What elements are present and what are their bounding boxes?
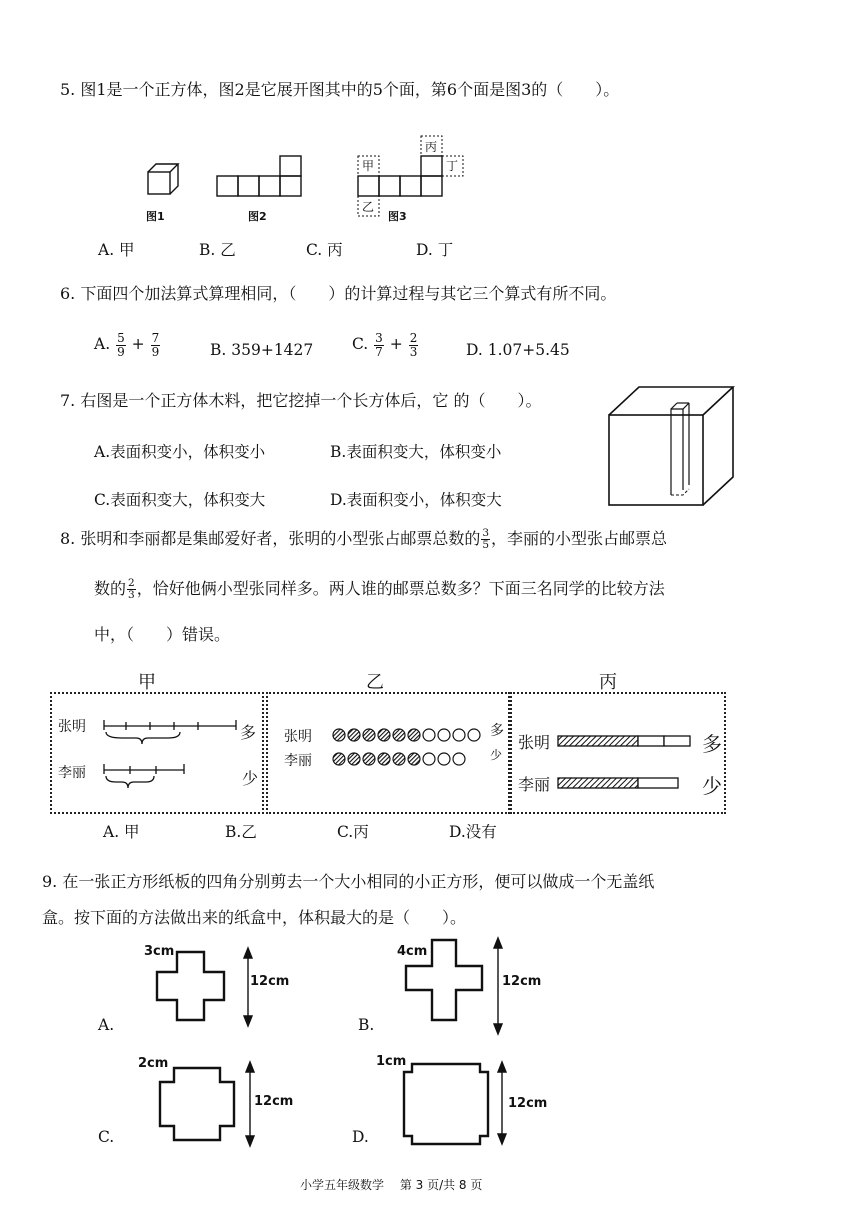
q5-option-c: C. 丙 — [306, 241, 343, 259]
face-label-ding: 丁 — [446, 159, 459, 173]
panel-yi-name1: 张明 — [284, 729, 312, 745]
q5-option-d: D. 丁 — [416, 241, 454, 259]
q5-option-a: A. 甲 — [98, 241, 135, 259]
q6-option-d: D. 1.07+5.45 — [466, 341, 570, 359]
q9-fig-d-shape — [396, 1058, 516, 1150]
panel-jia-less: 少 — [242, 769, 259, 788]
panel-title-bing: 丙 — [599, 672, 617, 693]
q9-fig-c-letter: C. — [98, 1128, 115, 1146]
q8-option-b: B.乙 — [225, 823, 257, 841]
q9-fig-a-side: 12cm — [250, 974, 290, 989]
q9-fig-d-side: 12cm — [508, 1096, 548, 1111]
fig2-caption: 图2 — [248, 210, 267, 223]
panel-yi-more: 多 — [490, 723, 504, 739]
fig1-caption: 图1 — [146, 210, 165, 223]
q7-option-c: C.表面积变大，体积变大 — [94, 491, 266, 509]
panel-yi-name2: 李丽 — [284, 753, 312, 769]
page-footer: 小学五年级数学 第 3 页/共 8 页 — [300, 1178, 483, 1192]
panel-yi — [266, 692, 510, 814]
face-label-bing: 丙 — [425, 140, 438, 154]
q8-line1: 8. 张明和李丽都是集邮爱好者，张明的小型张占邮票总数的 $\frac{3}{5}$ ，李丽的小型张占邮票总 — [60, 527, 668, 552]
q9-fig-b-letter: B. — [358, 1016, 375, 1034]
panel-bing-name1: 张明 — [518, 733, 551, 752]
net-figure-2 — [217, 156, 301, 196]
panel-bing-more: 多 — [702, 732, 722, 756]
q6-text: 6. 下面四个加法算式算理相同，（ ）的计算过程与其它三个算式有所不同。 — [60, 284, 617, 303]
panel-title-yi: 乙 — [366, 672, 384, 693]
cube-figure — [148, 164, 178, 194]
panel-jia — [50, 692, 264, 814]
face-label-yi: 乙 — [362, 200, 375, 214]
q8-option-c: C.丙 — [337, 823, 369, 841]
q9-fig-b-cut: 4cm — [397, 944, 428, 959]
panel-bing-bars — [558, 734, 698, 794]
q9-fig-a-letter: A. — [98, 1016, 115, 1034]
q7-option-b: B.表面积变大，体积变小 — [330, 443, 502, 461]
hollowed-cube-figure — [605, 385, 755, 510]
q9-fig-b-side: 12cm — [502, 974, 542, 989]
q8-option-a: A. 甲 — [103, 823, 140, 841]
q8-option-d: D.没有 — [449, 823, 497, 841]
q9-fig-d-cut: 1cm — [376, 1054, 407, 1069]
q9-line2: 盒。按下面的方法做出来的纸盒中，体积最大的是（ ）。 — [42, 908, 467, 927]
q8-line2: 数的 $\frac{2}{3}$ ，恰好他俩小型张同样多。两人谁的邮票总数多？下面三名同学的比较方法 — [94, 577, 665, 602]
q8-line3: 中，（ ）错误。 — [94, 625, 231, 644]
panel-jia-name2: 李丽 — [58, 765, 86, 781]
q9-fig-b-shape — [398, 932, 508, 1036]
q9-fig-c-cut: 2cm — [138, 1056, 169, 1071]
panel-bing-less: 少 — [702, 774, 722, 798]
q9-line1: 9. 在一张正方形纸板的四角分别剪去一个大小相同的小正方形，便可以做成一个无盖纸 — [42, 872, 655, 891]
q6-option-a: A. $\frac{5}{9}$ + $\frac{7}{9}$ — [94, 331, 160, 359]
face-label-jia: 甲 — [362, 159, 375, 173]
q9-fig-a-shape — [150, 940, 260, 1030]
q9-fig-d-letter: D. — [352, 1128, 369, 1146]
panel-bing — [510, 692, 726, 814]
q7-text: 7. 右图是一个正方体木料，把它挖掉一个长方体后，它 的（ ）。 — [60, 391, 542, 410]
q9-fig-c-side: 12cm — [254, 1094, 294, 1109]
panel-jia-name1: 张明 — [58, 719, 86, 735]
q9-fig-c-shape — [150, 1060, 260, 1150]
panel-yi-circles — [332, 724, 492, 774]
fig3-caption: 图3 — [388, 210, 407, 223]
q7-option-d: D.表面积变小，体积变大 — [330, 491, 502, 509]
q5-option-b: B. 乙 — [199, 241, 236, 259]
q6-option-c: C. $\frac{3}{7}$ + $\frac{2}{3}$ — [352, 331, 418, 359]
q9-fig-a-cut: 3cm — [144, 944, 175, 959]
panel-yi-less: 少 — [490, 748, 503, 762]
panel-jia-more: 多 — [240, 723, 257, 742]
panel-bing-name2: 李丽 — [518, 775, 551, 794]
q7-option-a: A.表面积变小，体积变小 — [94, 443, 266, 461]
q6-option-b: B. 359+1427 — [210, 341, 314, 359]
q5-text: 5. 图1是一个正方体，图2是它展开图其中的5个面，第6个面是图3的（ ）。 — [60, 80, 620, 99]
panel-jia-segments — [102, 714, 242, 804]
panel-title-jia: 甲 — [138, 672, 156, 693]
